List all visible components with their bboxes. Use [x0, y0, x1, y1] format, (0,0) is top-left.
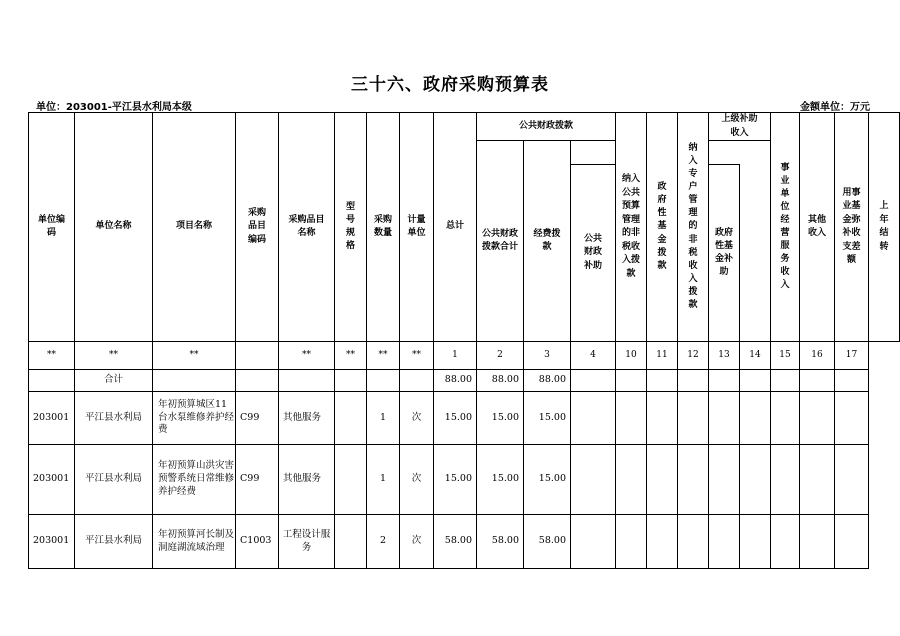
- header-public-subsidy: 公共财政补助: [571, 165, 616, 342]
- item-code-cell: C99: [236, 392, 279, 445]
- unit-code-cell: 203001: [29, 445, 75, 515]
- index-cell: 14: [740, 342, 771, 370]
- header-public-finance: 公共财政拨款: [477, 113, 616, 141]
- measure-cell: 次: [400, 445, 434, 515]
- table-row: [29, 445, 900, 515]
- total-row: [29, 370, 900, 392]
- funding-cell: 15.00: [524, 445, 571, 515]
- header-public-finance-total: 公共财政拨款合计: [477, 141, 524, 342]
- index-cell: 4: [571, 342, 616, 370]
- total-cell: 15.00: [434, 445, 477, 515]
- header-total: 总计: [434, 113, 477, 342]
- index-cell: 13: [709, 342, 740, 370]
- header-other-income: 其他收入: [800, 113, 835, 342]
- item-code-cell: C99: [236, 445, 279, 515]
- header-gov-fund-subsidy: 政府性基金补助: [709, 165, 740, 342]
- item-code-cell: C1003: [236, 515, 279, 569]
- index-cell: 12: [678, 342, 709, 370]
- project-name-cell: 年初预算山洪灾害预警系统日常维修养护经费: [153, 445, 236, 515]
- project-name-cell: 年初预算城区11台水泵维修养护经费: [153, 392, 236, 445]
- amount-unit-label: 金额单位：万元: [800, 102, 870, 113]
- index-cell: 17: [835, 342, 869, 370]
- unit-code-cell: 203001: [29, 515, 75, 569]
- project-name-cell: 年初预算河长制及洞庭湖流域治理: [153, 515, 236, 569]
- header-unit-name: 单位名称: [75, 113, 153, 342]
- header-special-nontax: 纳入专户管理的非税收入拨款: [678, 113, 709, 342]
- item-name-cell: 工程设计服务: [279, 515, 335, 569]
- total-amount: 88.00: [434, 370, 477, 392]
- index-cell: **: [367, 342, 400, 370]
- header-funding: 经费拨款: [524, 141, 571, 342]
- item-name-cell: 其他服务: [279, 445, 335, 515]
- measure-cell: 次: [400, 392, 434, 445]
- unit-code-cell: 203001: [29, 392, 75, 445]
- index-cell: **: [335, 342, 367, 370]
- index-cell: [236, 342, 279, 370]
- quantity-cell: 1: [367, 392, 400, 445]
- table-row: [29, 515, 900, 569]
- index-cell: 15: [771, 342, 800, 370]
- header-operation-income: 事业单位经营服务收入: [771, 113, 800, 342]
- index-cell: **: [75, 342, 153, 370]
- public-total-cell: 58.00: [477, 515, 524, 569]
- index-cell: **: [29, 342, 75, 370]
- header-quantity: 采购数量: [367, 113, 400, 342]
- index-cell: 16: [800, 342, 835, 370]
- public-total-cell: 15.00: [477, 445, 524, 515]
- index-cell: 11: [647, 342, 678, 370]
- index-cell: 3: [524, 342, 571, 370]
- header-measure-unit: 计量单位: [400, 113, 434, 342]
- table-row: [29, 392, 900, 445]
- header-project-name: 项目名称: [153, 113, 236, 342]
- total-funding-amount: 88.00: [524, 370, 571, 392]
- header-gov-fund: 政府性基金拨款: [647, 113, 678, 342]
- header-carryover: 上年结转: [869, 113, 900, 342]
- index-cell: **: [279, 342, 335, 370]
- total-cell: 15.00: [434, 392, 477, 445]
- header-reserve: 用事业基金弥补收支差额: [835, 113, 869, 342]
- index-cell: 1: [434, 342, 477, 370]
- page-title: 三十六、政府采购预算表: [351, 75, 549, 95]
- column-index-row: [29, 342, 900, 370]
- total-cell: 58.00: [434, 515, 477, 569]
- total-public-amount: 88.00: [477, 370, 524, 392]
- item-name-cell: 其他服务: [279, 392, 335, 445]
- quantity-cell: 2: [367, 515, 400, 569]
- procurement-budget-table: [28, 112, 900, 569]
- funding-cell: 58.00: [524, 515, 571, 569]
- header-item-code: 采购品目编码: [236, 113, 279, 342]
- index-cell: 2: [477, 342, 524, 370]
- header-item-name: 采购品目名称: [279, 113, 335, 342]
- total-label: 合计: [75, 370, 153, 392]
- index-cell: **: [400, 342, 434, 370]
- public-total-cell: 15.00: [477, 392, 524, 445]
- unit-label: 单位：203001-平江县水利局本级: [36, 102, 192, 113]
- header-unit-code: 单位编码: [29, 113, 75, 342]
- unit-name-cell: 平江县水利局: [75, 392, 153, 445]
- measure-cell: 次: [400, 515, 434, 569]
- header-nontax: 纳入公共预算管理的非税收入拨款: [616, 113, 647, 342]
- header-spec: 型号规格: [335, 113, 367, 342]
- index-cell: 10: [616, 342, 647, 370]
- funding-cell: 15.00: [524, 392, 571, 445]
- unit-name-cell: 平江县水利局: [75, 445, 153, 515]
- unit-name-cell: 平江县水利局: [75, 515, 153, 569]
- header-superior-subsidy: 上级补助收入: [709, 113, 771, 141]
- quantity-cell: 1: [367, 445, 400, 515]
- index-cell: **: [153, 342, 236, 370]
